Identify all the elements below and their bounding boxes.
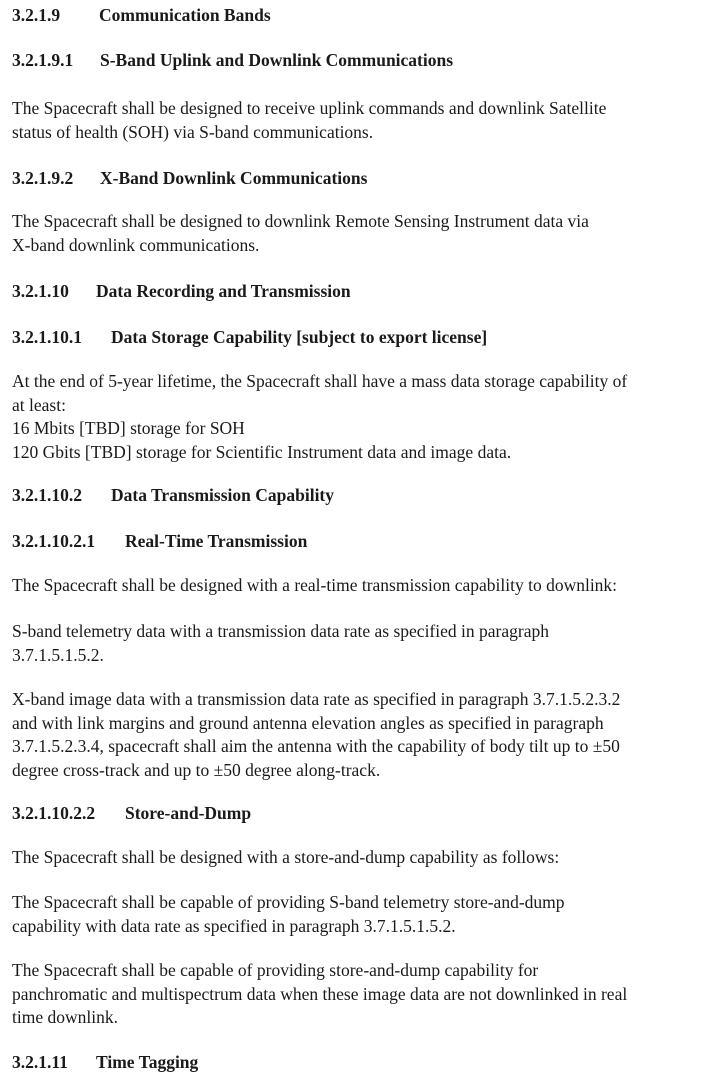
paragraph-s-band-telemetry bbox=[12, 620, 549, 667]
paragraph-line: status of health (SOH) via S-band communications. bbox=[12, 121, 374, 142]
paragraph-x-band bbox=[12, 210, 589, 257]
paragraph-s-band bbox=[12, 97, 606, 144]
paragraph-line: X-band image data with a transmission data rate as specified in paragraph 3.7.1.5.2.3.2 bbox=[12, 689, 621, 709]
section-number: 3.2.1.9.1 bbox=[12, 50, 74, 70]
section-number: 3.2.1.10.2.2 bbox=[12, 803, 96, 823]
section-title: Data Recording and Transmission bbox=[96, 281, 351, 301]
paragraph-line: The Spacecraft shall be designed to downlink Remote Sensing Instrument data via bbox=[12, 211, 589, 231]
section-title: X-Band Downlink Communications bbox=[100, 168, 368, 188]
section-title: Data Storage Capability [subject to export license] bbox=[111, 327, 488, 347]
paragraph-real-time bbox=[12, 574, 617, 598]
section-number: 3.2.1.10 bbox=[12, 281, 69, 301]
section-number: 3.2.1.9 bbox=[12, 5, 61, 25]
paragraph-line: degree cross-track and up to ±50 degree along-track. bbox=[12, 759, 381, 780]
section-number: 3.2.1.10.1 bbox=[12, 327, 82, 347]
paragraph-line: 120 Gbits [TBD] storage for Scientific Instrument data and image data. bbox=[12, 441, 512, 462]
section-heading-3-2-1-9 bbox=[12, 4, 271, 26]
paragraph-line: 3.7.1.5.1.5.2. bbox=[12, 644, 104, 665]
section-heading-3-2-1-10 bbox=[12, 280, 351, 302]
paragraph-line: at least: bbox=[12, 394, 66, 415]
paragraph-panchromatic-store-dump bbox=[12, 959, 627, 1030]
paragraph-store-dump-intro bbox=[12, 846, 559, 870]
section-title: Real-Time Transmission bbox=[125, 531, 308, 551]
paragraph-line: The Spacecraft shall be designed to receive uplink commands and downlink Satellite bbox=[12, 98, 607, 118]
paragraph-line: The Spacecraft shall be capable of providing S-band telemetry store-and-dump bbox=[12, 892, 565, 912]
section-heading-3-2-1-10-2-1 bbox=[12, 530, 307, 552]
paragraph-line: and with link margins and ground antenna elevation angles as specified in paragraph bbox=[12, 712, 604, 733]
section-heading-3-2-1-10-1 bbox=[12, 326, 487, 348]
section-number: 3.2.1.10.2.1 bbox=[12, 531, 96, 551]
paragraph-line: time downlink. bbox=[12, 1007, 118, 1027]
section-title: Data Transmission Capability bbox=[111, 485, 335, 505]
section-heading-3-2-1-11 bbox=[12, 1051, 198, 1073]
paragraph-line: 16 Mbits [TBD] storage for SOH bbox=[12, 418, 245, 438]
section-title: Time Tagging bbox=[96, 1052, 199, 1072]
section-heading-3-2-1-10-2-2 bbox=[12, 802, 251, 824]
section-number: 3.2.1.10.2 bbox=[12, 485, 82, 505]
section-number: 3.2.1.11 bbox=[12, 1052, 68, 1072]
paragraph-line: panchromatic and multispectrum data when these image data are not downlinked in real bbox=[12, 983, 628, 1004]
section-heading-3-2-1-10-2 bbox=[12, 484, 334, 506]
section-title: S-Band Uplink and Downlink Communications bbox=[100, 50, 454, 70]
section-number: 3.2.1.9.2 bbox=[12, 168, 74, 188]
section-heading-3-2-1-9-2 bbox=[12, 167, 367, 189]
paragraph-line: capability with data rate as specified in paragraph 3.7.1.5.1.5.2. bbox=[12, 915, 456, 936]
paragraph-line: The Spacecraft shall be designed with a store-and-dump capability as follows: bbox=[12, 847, 560, 867]
paragraph-line: S-band telemetry data with a transmission data rate as specified in paragraph bbox=[12, 621, 549, 641]
section-heading-3-2-1-9-1 bbox=[12, 49, 453, 71]
section-title: Communication Bands bbox=[99, 5, 271, 25]
paragraph-line: X-band downlink communications. bbox=[12, 234, 260, 255]
paragraph-s-band-store-dump bbox=[12, 891, 565, 938]
paragraph-line: The Spacecraft shall be capable of providing store-and-dump capability for bbox=[12, 960, 539, 980]
paragraph-line: 3.7.1.5.2.3.4, spacecraft shall aim the antenna with the capability of body tilt up to ±50 bbox=[12, 736, 620, 756]
section-title: Store-and-Dump bbox=[125, 803, 252, 823]
paragraph-x-band-image bbox=[12, 688, 620, 782]
paragraph-data-storage bbox=[12, 370, 627, 464]
paragraph-line: The Spacecraft shall be designed with a real-time transmission capability to downlink: bbox=[12, 575, 618, 595]
paragraph-line: At the end of 5-year lifetime, the Spacecraft shall have a mass data storage capability of bbox=[12, 371, 628, 391]
